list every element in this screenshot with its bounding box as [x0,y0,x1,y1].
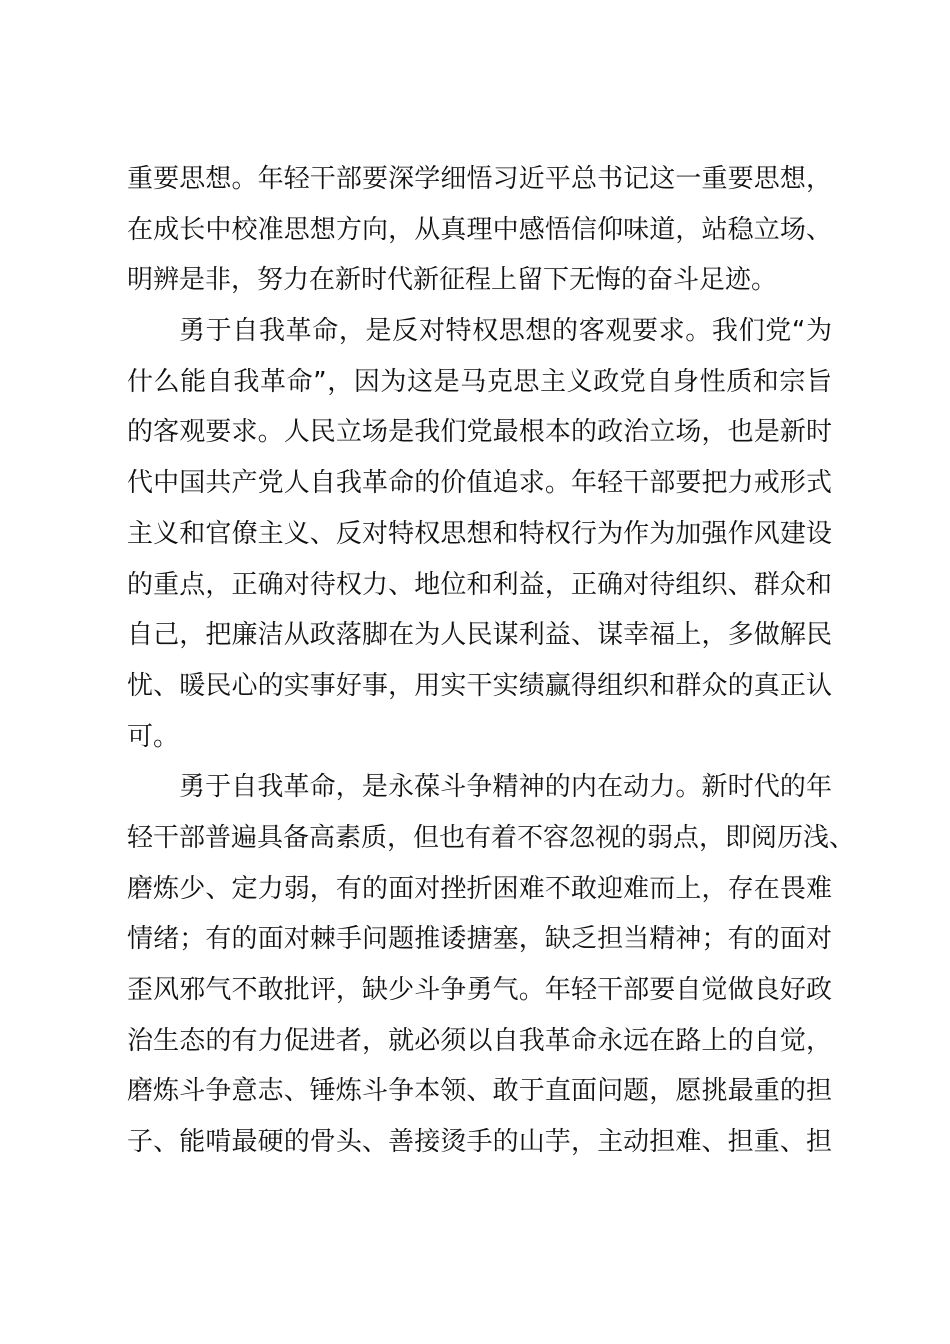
text-line: 情绪；有的面对棘手问题推诿搪塞，缺乏担当精神；有的面对 [127,924,832,955]
text-line: 治生态的有力促进者，就必须以自我革命永远在路上的自觉， [127,1025,832,1056]
text-line: 主义和官僚主义、反对特权思想和特权行为作为加强作风建设 [127,518,832,549]
text-line: 磨炼斗争意志、锤炼斗争本领、敢于直面问题，愿挑最重的担 [127,1076,832,1107]
text-line: 轻干部普遍具备高素质，但也有着不容忽视的弱点，即阅历浅、 [127,822,856,853]
paragraph-3 [127,762,856,1168]
paragraph-1 [127,154,832,306]
text-line: 明辨是非，努力在新时代新征程上留下无悔的奋斗足迹。 [127,265,778,296]
text-line: 子、能啃最硬的骨头、善接烫手的山芋，主动担难、担重、担 [127,1127,832,1158]
paragraph-2 [127,306,832,762]
text-line: 歪风邪气不敢批评，缺少斗争勇气。年轻干部要自觉做良好政 [127,975,832,1005]
text-line: 什么能自我革命”，因为这是马克思主义政党自身性质和宗旨 [127,366,832,397]
text-line: 的客观要求。人民立场是我们党最根本的政治立场，也是新时 [127,417,832,448]
text-line: 重要思想。年轻干部要深学细悟习近平总书记这一重要思想， [127,164,832,194]
text-line: 磨炼少、定力弱，有的面对挫折困难不敢迎难而上，存在畏难 [127,873,832,904]
text-line: 在成长中校准思想方向，从真理中感悟信仰味道，站稳立场、 [127,214,832,245]
text-line: 勇于自我革命，是永葆斗争精神的内在动力。新时代的年 [179,772,832,803]
text-line: 忧、暖民心的实事好事，用实干实绩赢得组织和群众的真正认 [127,670,832,701]
text-line: 的重点，正确对待权力、地位和利益，正确对待组织、群众和 [127,569,832,600]
body-text [127,154,856,1168]
text-line: 自己，把廉洁从政落脚在为人民谋利益、谋幸福上，多做解民 [127,620,832,651]
text-line: 可。 [127,721,180,752]
text-line: 代中国共产党人自我革命的价值追求。年轻干部要把力戒形式 [127,468,832,499]
text-line: 勇于自我革命，是反对特权思想的客观要求。我们党“为 [179,316,832,347]
